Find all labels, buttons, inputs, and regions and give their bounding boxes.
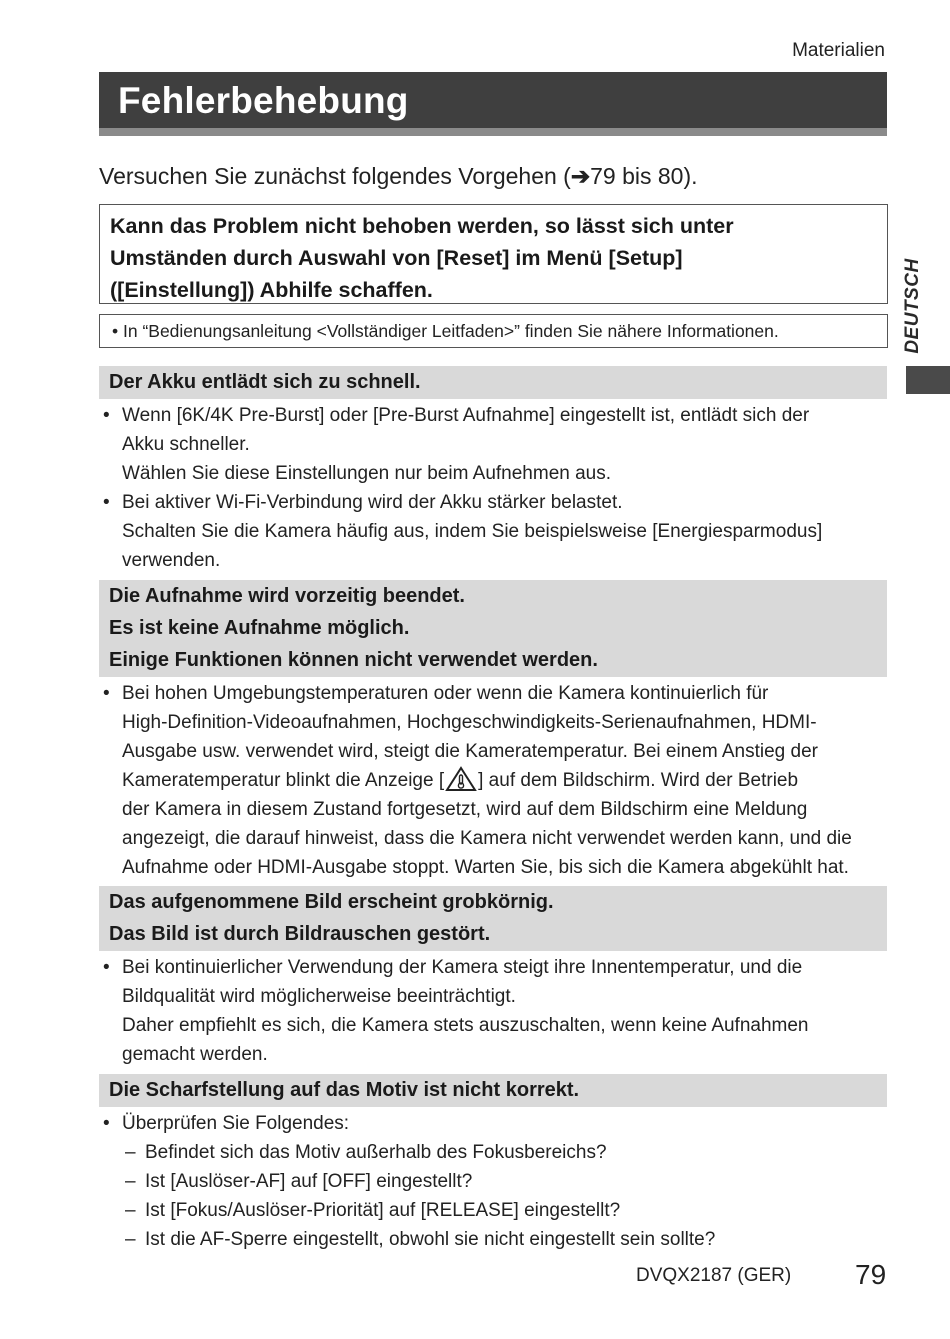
- problem-heading-line: Das Bild ist durch Bildrauschen gestört.: [109, 923, 491, 945]
- bullet-icon: •: [103, 492, 110, 513]
- solution-list: [99, 679, 889, 882]
- bullet-icon: •: [103, 1113, 110, 1134]
- list-item-line: [122, 766, 889, 795]
- problem-heading-line: Es ist keine Aufnahme möglich.: [109, 617, 410, 639]
- list-item-line: Bei aktiver Wi-Fi-Verbindung wird der Akku stärker belastet.: [122, 492, 623, 513]
- list-item: [99, 401, 889, 488]
- list-item-line: der Kamera in diesem Zustand fortgesetzt, wird auf dem Bildschirm eine Meldung: [122, 799, 808, 820]
- problem-heading: [99, 366, 887, 399]
- list-item-line: Wählen Sie diese Einstellungen nur beim Aufnehmen aus.: [122, 463, 612, 484]
- language-tab-label: DEUTSCH: [902, 258, 923, 354]
- problem-heading-line: Die Aufnahme wird vorzeitig beendet.: [109, 585, 465, 607]
- sub-list-item-text: Befindet sich das Motiv außerhalb des Fokusbereichs?: [145, 1142, 607, 1163]
- sub-list-item: [99, 1167, 889, 1196]
- list-item-line: Schalten Sie die Kamera häufig aus, indem Sie beispielsweise [Energiesparmodus]: [122, 521, 823, 542]
- list-item-line: gemacht werden.: [122, 1044, 268, 1065]
- arrow-icon: ➔: [570, 163, 591, 189]
- list-item-line: Wenn [6K/4K Pre-Burst] oder [Pre-Burst Aufnahme] eingestellt ist, entlädt sich der: [122, 405, 810, 426]
- list-item-line: verwenden.: [122, 550, 221, 571]
- list-item: [99, 679, 889, 882]
- problem-heading: [99, 886, 887, 951]
- solution-list: [99, 401, 889, 575]
- page-title: Fehlerbehebung: [118, 80, 409, 121]
- reset-hint-line: Umständen durch Auswahl von [Reset] im Menü [Setup]: [110, 246, 683, 270]
- problem-heading: [99, 1074, 887, 1107]
- list-item-line: Bei kontinuierlicher Verwendung der Kamera steigt ihre Innentemperatur, und die: [122, 957, 803, 978]
- sub-list-item: [99, 1138, 889, 1167]
- temperature-warning-icon: [444, 766, 478, 792]
- list-item: [99, 953, 889, 1069]
- list-item-line: High-Definition-Videoaufnahmen, Hochgeschwindigkeits-Serienaufnahmen, HDMI-: [122, 712, 817, 733]
- dash-icon: –: [125, 1200, 136, 1221]
- list-item-line: Daher empfiehlt es sich, die Kamera stets auszuschalten, wenn keine Aufnahmen: [122, 1015, 809, 1036]
- problem-heading-line: Einige Funktionen können nicht verwendet werden.: [109, 649, 598, 671]
- reference-note: • In “Bedienungsanleitung <Vollständiger Leitfaden>” finden Sie nähere Informationen.: [99, 314, 888, 348]
- reset-hint-line: Kann das Problem nicht behoben werden, so lässt sich unter: [110, 214, 734, 238]
- dash-icon: –: [125, 1142, 136, 1163]
- section-label: Materialien: [792, 40, 885, 61]
- list-item-text: ] auf dem Bildschirm. Wird der Betrieb: [478, 770, 799, 791]
- page-number: 79: [855, 1259, 887, 1290]
- list-item: [99, 488, 889, 575]
- list-item-line: Aufnahme oder HDMI-Ausgabe stoppt. Warten Sie, bis sich die Kamera abgekühlt hat.: [122, 857, 849, 878]
- list-item-line: Akku schneller.: [122, 434, 250, 455]
- list-item-line: Bildqualität wird möglicherweise beeinträchtigt.: [122, 986, 516, 1007]
- title-bar: [99, 72, 887, 136]
- problem-heading: [99, 580, 887, 677]
- language-tab: [896, 252, 930, 360]
- dash-icon: –: [125, 1229, 136, 1250]
- bullet-icon: •: [103, 405, 110, 426]
- list-item-line: Überprüfen Sie Folgendes:: [122, 1113, 350, 1134]
- problem-heading-line: Das aufgenommene Bild erscheint grobkörnig.: [109, 891, 554, 913]
- intro-page-ref: 79 bis 80).: [590, 163, 698, 189]
- intro-line: [99, 163, 698, 190]
- solution-list: [99, 1109, 889, 1254]
- language-tab-marker: [906, 366, 950, 394]
- problem-heading-line: Der Akku entlädt sich zu schnell.: [109, 371, 421, 393]
- document-code: DVQX2187 (GER): [636, 1265, 792, 1286]
- list-item: [99, 1109, 889, 1138]
- sub-list-item-text: Ist [Auslöser-AF] auf [OFF] eingestellt?: [145, 1171, 473, 1192]
- reset-hint-line: ([Einstellung]) Abhilfe schaffen.: [110, 278, 433, 302]
- list-item-line: angezeigt, die darauf hinweist, dass die Kamera nicht verwendet werden kann, und die: [122, 828, 852, 849]
- intro-text: Versuchen Sie zunächst folgendes Vorgehen (: [99, 163, 571, 189]
- bullet-icon: •: [103, 957, 110, 978]
- list-item-line: Bei hohen Umgebungstemperaturen oder wenn die Kamera kontinuierlich für: [122, 683, 769, 704]
- sub-list-item: [99, 1225, 889, 1254]
- sub-list-item-text: Ist die AF-Sperre eingestellt, obwohl sie nicht eingestellt sein sollte?: [145, 1229, 716, 1250]
- sub-list-item-text: Ist [Fokus/Auslöser-Priorität] auf [RELEASE] eingestellt?: [145, 1200, 621, 1221]
- dash-icon: –: [125, 1171, 136, 1192]
- problem-heading-line: Die Scharfstellung auf das Motiv ist nicht korrekt.: [109, 1079, 580, 1101]
- sub-list-item: [99, 1196, 889, 1225]
- bullet-icon: •: [103, 683, 110, 704]
- solution-list: [99, 953, 889, 1069]
- list-item-line: Ausgabe usw. verwendet wird, steigt die Kameratemperatur. Bei einem Anstieg der: [122, 741, 818, 762]
- reset-hint-box: [99, 204, 888, 304]
- list-item-text: Kameratemperatur blinkt die Anzeige [: [122, 770, 445, 791]
